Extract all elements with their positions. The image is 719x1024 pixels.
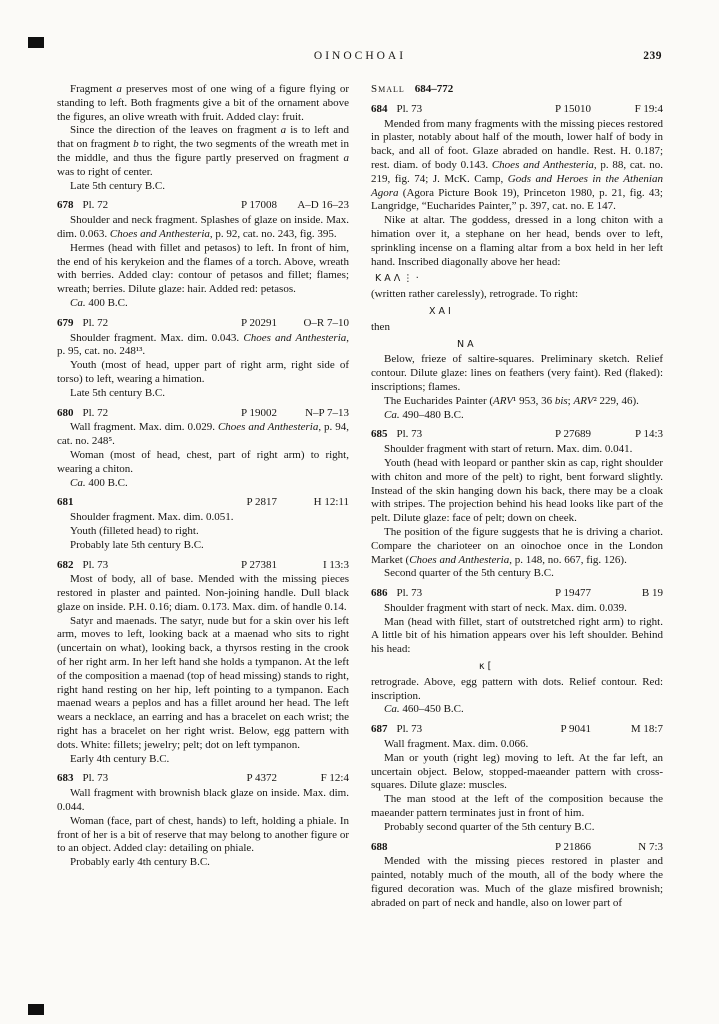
catalog-entry-header xyxy=(57,559,349,573)
paragraph: Below, frieze of saltire-squares. Preliminary sketch. Relief contour. Dilute glaze: lines on feathers (very faint). Red (flaked): inscriptions; flames. xyxy=(371,353,663,393)
registration-mark-top xyxy=(28,37,44,48)
catalog-entry-header xyxy=(371,428,663,442)
section-heading xyxy=(371,83,663,97)
plate-reference: Pl. 72 xyxy=(82,316,109,329)
grid-reference: H 12:11 xyxy=(313,496,349,509)
paragraph: Satyr and maenads. The satyr, nude but for a skin over his left arm, moves to left, looking back at a maenad who sits to right (uncertain on what), looking back, a thyrsos resting in the crook of her right arm. In her left hand she holds a tympanon. At the left of the composition a maenad (top of head missing) stands to right, right hand resting on her hip, left pointing to a tympanon. Each maenad wears a peplos and has a fillet around her head. The left wears a necklace, an earring and has a bracelet on each wrist; the right has a bracelet on her right wrist. Below, egg pattern with dots. White: fillets; jewelry; pelt; dot on left tympanon. xyxy=(57,614,349,751)
paragraph: Wall fragment with brownish black glaze on inside. Max. dim. 0.044. xyxy=(57,787,349,814)
inventory-number: P 2817 xyxy=(246,496,277,509)
paragraph: Mended with the missing pieces restored in plaster and painted, notably much of the mouth, all of the body where the figured decoration was. Much of the glaze misfired brownish; abraded on part of neck and handle, also on lower part of xyxy=(371,855,663,909)
text-column-right xyxy=(371,83,663,911)
inventory-number: P 27381 xyxy=(241,558,277,571)
grid-reference: F 12:4 xyxy=(320,772,349,785)
paragraph: Ca. 490–480 B.C. xyxy=(384,408,464,421)
catalog-entry-header xyxy=(57,317,349,331)
grid-reference: O–R 7–10 xyxy=(303,316,349,329)
entry-number: 681 xyxy=(57,496,74,509)
inventory-number: P 4372 xyxy=(246,772,277,785)
paragraph: Shoulder fragment. Max. dim. 0.043. Choes and Anthesteria, p. 95, cat. no. 248¹³. xyxy=(57,331,350,358)
paragraph: The position of the figure suggests that he is driving a chariot. Compare the charioteer on an oinochoe once in the London Market (Choes and Anthesteria, p. 148, no. 667, fig. 126). xyxy=(371,525,663,566)
grid-reference: I 13:3 xyxy=(323,558,349,571)
entry-number: 686 xyxy=(371,587,388,600)
paragraph: Youth (head with leopard or panther skin as cap, right shoulder with chiton and more of the pelt) to right, bent forward slightly. Instead of the skin hanging down his back, there may be a cloak with stripes. The projection behind his head looks like part of the pelt. Dilute glaze: face of pelt; down on cheek. xyxy=(371,456,663,525)
inventory-number: P 19477 xyxy=(555,587,591,600)
paragraph: Youth (most of head, upper part of right arm, right side of torso) to left, wearing a himation. xyxy=(57,359,349,385)
entry-number: 688 xyxy=(371,840,388,853)
catalog-entry-header xyxy=(57,496,349,510)
paragraph: The man stood at the left of the composition because the maeander pattern terminates just in front of him. xyxy=(371,793,663,820)
grid-reference: N–P 7–13 xyxy=(305,406,349,419)
paragraph: Mended from many fragments with the missing pieces restored in plaster, notably about half of the mouth, lower half of body in back, and all of foot. Glaze abraded on handle. Rest. H. 0.187; rest. diam. of body 0.143. Choes and Anthesteria, p. 88, cat. no. 219, fig. 74; J. McK. Camp, Gods and Heroes in the Athenian Agora (Agora Picture Book 19), Princeton 1980, p. 21, fig. 43; Langridge, “Eucharides Painter,” p. 397, cat. no. E 147. xyxy=(371,117,664,213)
registration-mark-bottom xyxy=(28,1004,44,1015)
paragraph: Late 5th century B.C. xyxy=(70,179,166,192)
paragraph: Hermes (head with fillet and petasos) to left. In front of him, the end of his kerykeion and the flames of a torch. Above, wreath with berries. Added clay: contour of petasos and fillet; flames; wreath; berries. Dilute glaze: hair. Added red: petasos. xyxy=(57,241,349,296)
inventory-number: P 19002 xyxy=(241,406,277,419)
paragraph: Probably early 4th century B.C. xyxy=(70,856,210,869)
plate-reference: Pl. 73 xyxy=(82,558,109,571)
plate-reference: Pl. 73 xyxy=(396,587,423,600)
entry-number: 682 xyxy=(57,558,74,571)
plate-reference: Pl. 72 xyxy=(82,199,109,212)
catalog-entry-header xyxy=(57,407,349,421)
inventory-number: P 15010 xyxy=(555,102,591,115)
plate-reference: Pl. 73 xyxy=(396,723,423,736)
paragraph: Early 4th century B.C. xyxy=(70,752,170,765)
catalog-entry-header xyxy=(57,199,349,213)
inventory-number: P 17008 xyxy=(241,199,277,212)
grid-reference: M 18:7 xyxy=(630,723,663,736)
catalog-entry-header xyxy=(371,841,663,855)
paragraph: Wall fragment. Max. dim. 0.066. xyxy=(384,738,529,751)
paragraph: then xyxy=(371,320,390,333)
paragraph: Man or youth (right leg) moving to left. At the far left, an uncertain object. Below, stopped-maeander pattern with cross-squares. Dilute glaze: muscles. xyxy=(371,751,663,792)
paragraph: Ca. 400 B.C. xyxy=(70,476,128,489)
paragraph: Shoulder fragment with start of return. Max. dim. 0.041. xyxy=(384,443,633,456)
plate-reference: Pl. 73 xyxy=(396,102,423,115)
section-range: 684–772 xyxy=(414,83,454,95)
paragraph: Ca. 460–450 B.C. xyxy=(384,703,464,716)
paragraph: Second quarter of the 5th century B.C. xyxy=(384,567,554,580)
paragraph: Since the direction of the leaves on fragment a is to left and that on fragment b to right, the two segments of the wreath met in the middle, and thus the figure partly preserved on fragment a was to right of center. xyxy=(57,124,350,178)
grid-reference: A–D 16–23 xyxy=(297,199,349,212)
grid-reference: N 7:3 xyxy=(638,840,663,853)
paragraph: (written rather carelessly), retrograde. To right: xyxy=(371,288,579,301)
paragraph: Probably second quarter of the 5th century B.C. xyxy=(384,820,595,833)
inventory-number: P 20291 xyxy=(241,316,277,329)
entry-number: 684 xyxy=(371,102,388,115)
running-head-title: OINOCHOAI xyxy=(313,50,407,62)
paragraph: Late 5th century B.C. xyxy=(70,386,166,399)
grid-reference: P 14:3 xyxy=(634,428,663,441)
inventory-number: P 21866 xyxy=(555,840,591,853)
page-number: 239 xyxy=(643,50,662,62)
catalog-entry-header xyxy=(371,723,663,737)
paragraph: Wall fragment. Max. dim. 0.029. Choes and Anthesteria, p. 94, cat. no. 248⁵. xyxy=(57,421,349,448)
paragraph: Probably late 5th century B.C. xyxy=(70,538,204,551)
paragraph: Ca. 400 B.C. xyxy=(70,296,128,309)
catalog-entry-header xyxy=(371,103,663,117)
entry-number: 680 xyxy=(57,406,74,419)
plate-reference: Pl. 73 xyxy=(82,772,109,785)
grid-reference: F 19:4 xyxy=(634,102,663,115)
paragraph: Fragment a preserves most of one wing of a figure flying or standing to left. Both fragments give a bit of the ornament above the figures, an olive wreath with fruit. Added clay: fruit. xyxy=(57,83,349,123)
section-label: Small xyxy=(371,83,405,95)
greek-inscription: ΧΑΙ xyxy=(429,305,454,317)
paragraph: Youth (filleted head) to right. xyxy=(70,524,199,537)
inventory-number: P 27689 xyxy=(555,428,591,441)
entry-number: 679 xyxy=(57,316,74,329)
entry-number: 687 xyxy=(371,723,388,736)
paragraph: Man (head with fillet, start of outstretched right arm) to right. A little bit of his himation appears over his left shoulder. Behind his head: xyxy=(371,615,663,656)
page-header xyxy=(57,50,663,66)
grid-reference: B 19 xyxy=(641,587,663,600)
paragraph: Woman (most of head, chest, part of right arm) to right, wearing a chiton. xyxy=(57,448,349,475)
inventory-number: P 9041 xyxy=(560,723,591,736)
paragraph: Shoulder and neck fragment. Splashes of glaze on inside. Max. dim. 0.063. Choes and Anthesteria, p. 92, cat. no. 243, fig. 395. xyxy=(57,214,349,240)
text-column-left xyxy=(57,83,349,870)
paragraph: Shoulder fragment. Max. dim. 0.051. xyxy=(70,511,234,524)
paragraph: retrograde. Above, egg pattern with dots. Relief contour. Red: inscription. xyxy=(371,675,663,702)
plate-reference: Pl. 73 xyxy=(396,428,423,441)
entry-number: 685 xyxy=(371,428,388,441)
entry-number: 678 xyxy=(57,199,74,212)
paragraph: Woman (face, part of chest, hands) to left, holding a phiale. In front of her is a bit of reserve that may belong to another figure or to an object. Added clay: detailing on phiale. xyxy=(57,814,349,855)
catalog-entry-header xyxy=(57,772,349,786)
greek-inscription: ΚΑΛ⋮· xyxy=(375,273,422,285)
plate-reference: Pl. 72 xyxy=(82,406,109,419)
catalog-entry-header xyxy=(371,587,663,601)
paragraph: Shoulder fragment with start of neck. Max. dim. 0.039. xyxy=(384,601,627,614)
paragraph: The Eucharides Painter (ARV¹ 953, 36 bis; ARV² 229, 46). xyxy=(384,394,639,407)
paragraph: Nike at altar. The goddess, dressed in a long chiton with a himation over it, a stephane on her head, bends over to left, sprinkling incense on a flaming altar from a box held in her left hand. Inscribed diagonally above her head: xyxy=(371,214,663,268)
greek-inscription: ΝΑ xyxy=(457,338,477,350)
entry-number: 683 xyxy=(57,772,74,785)
greek-inscription: κ[ xyxy=(479,661,495,673)
paragraph: Most of body, all of base. Mended with the missing pieces restored in plaster and painted. Non-joining handle. Dull black glaze on inside. P.H. 0.16; diam. 0.173. Max. dim. of handle 0.14. xyxy=(57,573,349,613)
